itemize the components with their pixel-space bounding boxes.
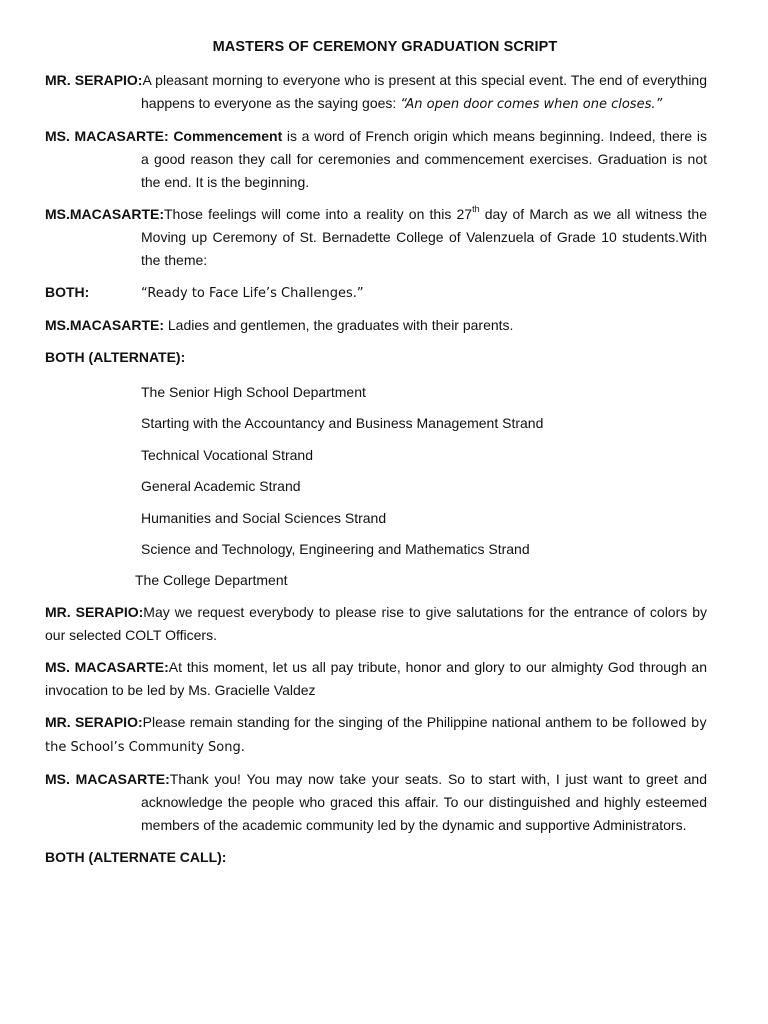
- paragraph-text: Those feelings will come into a reality on this 27: [164, 206, 473, 222]
- list-item: The College Department: [135, 572, 288, 589]
- speaker-label: MS. MACASARTE:: [45, 128, 174, 144]
- script-paragraph-macasarte-commencement: [45, 125, 707, 194]
- ordinal-suffix: th: [472, 204, 480, 215]
- paragraph-text: is a word of French origin which means beginning. Indeed, there is a good reason they call for ceremonies and commencement exercises. Graduation is not the end. It is the beginning.: [141, 128, 707, 190]
- speaker-label: MS. MACASARTE:: [45, 659, 169, 676]
- paragraph-text: May we request everybody to please rise to give salutations for the entrance of colors by our selected COLT Officers.: [45, 604, 707, 644]
- speaker-label: MR. SERAPIO:: [45, 604, 144, 621]
- paragraph-text: Please remain standing for the singing of the Philippine national anthem to be: [142, 714, 632, 731]
- list-item: General Academic Strand: [141, 478, 301, 495]
- paragraph-text-continued: followed by the School’s Community Song.: [45, 716, 708, 756]
- paragraph-text: At this moment, let us all pay tribute, honor and glory to our almighty God through an invocation to be led by Ms. Gracielle Valdez: [45, 659, 707, 699]
- script-paragraph-serapio-anthem: [45, 711, 707, 759]
- paragraph-text-continued: day of March as we all witness the Moving up Ceremony of St. Bernadette College of Valenzuela of Grade 10 students.With the theme:: [141, 206, 707, 268]
- script-paragraph-serapio-opening: [45, 69, 707, 116]
- department-list: [45, 381, 707, 592]
- script-paragraph-both-alternate: [45, 346, 707, 369]
- speaker-label: MS.MACASARTE:: [45, 317, 168, 333]
- speaker-label: BOTH (ALTERNATE CALL):: [45, 849, 227, 866]
- paragraph-text: Ladies and gentlemen, the graduates with their parents.: [167, 317, 514, 333]
- speaker-label: MS.MACASARTE:: [45, 206, 164, 222]
- speaker-label: MS. MACASARTE:: [45, 771, 170, 788]
- script-paragraph-macasarte-welcome: [45, 768, 707, 837]
- script-paragraph-macasarte-reality: [45, 203, 707, 272]
- script-paragraph-macasarte-graduates: [45, 314, 707, 337]
- list-item: Starting with the Accountancy and Business Management Strand: [141, 415, 544, 432]
- list-item: Science and Technology, Engineering and Mathematics Strand: [141, 540, 530, 557]
- script-paragraph-both-alternate-call: [45, 846, 707, 869]
- script-paragraph-macasarte-invocation: [45, 656, 707, 702]
- paragraph-text: A pleasant morning to everyone who is present at this special event. The end of everything happens to everyone as the saying goes:: [141, 72, 708, 111]
- bold-term: Commencement: [173, 128, 283, 144]
- quote-text: “An open door comes when one closes.”: [400, 97, 663, 112]
- speaker-label: BOTH:: [45, 284, 90, 300]
- paragraph-text: Thank you! You may now take your seats. So to start with, I just want to greet and acknowledge the people who graced this affair. To our distinguished and highly esteemed members of the academic community led by the dynamic and supportive Administrators.: [141, 771, 707, 834]
- script-paragraph-serapio-colors: [45, 601, 707, 647]
- document-title: MASTERS OF CEREMONY GRADUATION SCRIPT: [212, 39, 558, 55]
- script-paragraph-both-theme: [45, 281, 707, 305]
- speaker-label: MR. SERAPIO:: [45, 714, 143, 731]
- list-item: The Senior High School Department: [141, 384, 366, 400]
- speaker-label: BOTH (ALTERNATE):: [45, 349, 186, 365]
- theme-text: “Ready to Face Life’s Challenges.”: [141, 286, 364, 301]
- list-item: Humanities and Social Sciences Strand: [141, 509, 387, 526]
- speaker-label: MR. SERAPIO:: [45, 72, 143, 88]
- list-item: Technical Vocational Strand: [141, 446, 313, 463]
